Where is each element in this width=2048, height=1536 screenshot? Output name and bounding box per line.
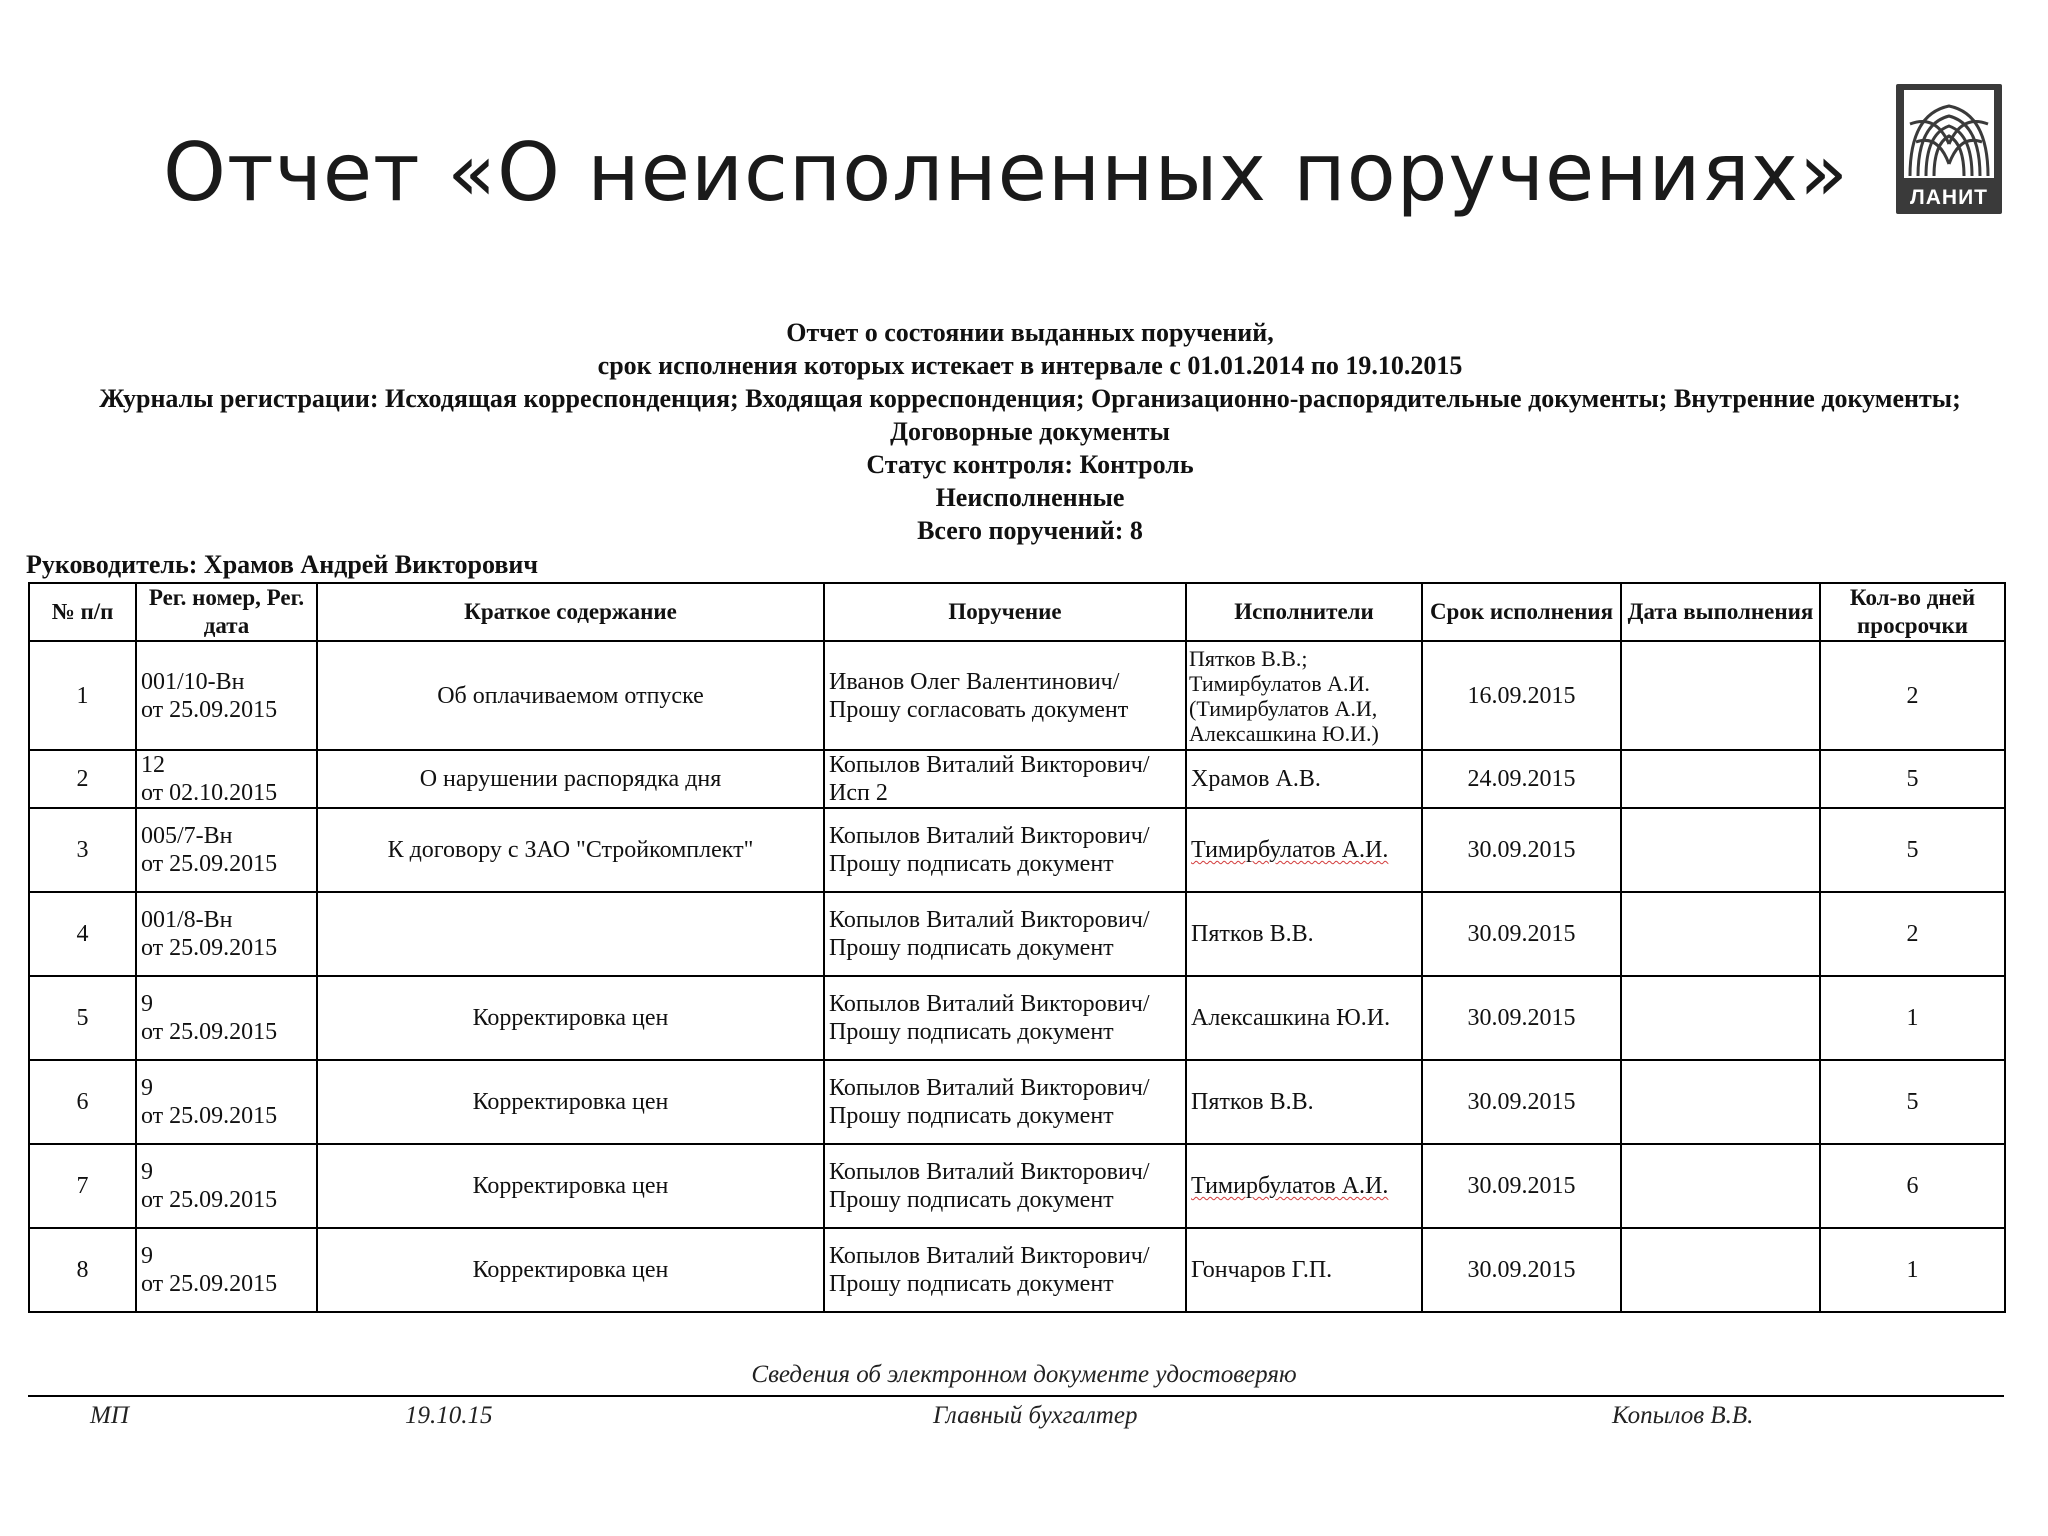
cell-task: Копылов Виталий Викторович/Прошу подписать документ [824, 1228, 1186, 1312]
cell-reg [136, 1060, 317, 1144]
report-header [60, 316, 2000, 547]
cell-summary: К договору с ЗАО "Стройкомплект" [317, 808, 824, 892]
cell-done [1621, 976, 1820, 1060]
reg-number: 9 [141, 1243, 153, 1269]
reg-number: 9 [141, 1075, 153, 1101]
col-header-reg: Рег. номер, Рег. дата [136, 583, 317, 641]
cell-num: 1 [29, 641, 136, 750]
orders-table [28, 582, 2006, 1313]
cell-overdue: 1 [1820, 1228, 2005, 1312]
report-total: Всего поручений: 8 [917, 516, 1143, 545]
executor-name: Тимирбулатов А.И. [1191, 837, 1389, 863]
cell-num: 4 [29, 892, 136, 976]
table-row [29, 750, 2005, 808]
cell-due: 30.09.2015 [1422, 892, 1621, 976]
col-header-due: Срок исполнения [1422, 583, 1621, 641]
table-header-row [29, 583, 2005, 641]
cell-overdue: 2 [1820, 641, 2005, 750]
cell-task: Копылов Виталий Викторович/Прошу подписать документ [824, 1060, 1186, 1144]
col-header-overdue: Кол-во дней просрочки [1820, 583, 2005, 641]
footer-signer: Копылов В.В. [1612, 1402, 1754, 1429]
col-header-done: Дата выполнения [1621, 583, 1820, 641]
footer-position: Главный бухгалтер [933, 1402, 1138, 1429]
cell-due: 30.09.2015 [1422, 1144, 1621, 1228]
logo-arches-icon [1896, 84, 2002, 184]
reg-number: 9 [141, 991, 153, 1017]
table-row [29, 1228, 2005, 1312]
table-row [29, 1060, 2005, 1144]
cell-reg [136, 750, 317, 808]
cell-overdue: 1 [1820, 976, 2005, 1060]
table-row [29, 808, 2005, 892]
cell-done [1621, 641, 1820, 750]
reg-date: от 25.09.2015 [141, 1187, 278, 1213]
footer-date: 19.10.15 [405, 1402, 493, 1429]
table-row [29, 976, 2005, 1060]
cell-task: Копылов Виталий Викторович/Прошу подписать документ [824, 808, 1186, 892]
cell-overdue: 5 [1820, 1060, 2005, 1144]
cell-num: 7 [29, 1144, 136, 1228]
cell-executors: Пятков В.В.; Тимирбулатов А.И. (Тимирбулатов А.И, Алексашкина Ю.И.) [1186, 641, 1422, 750]
cell-task: Копылов Виталий Викторович/Прошу подписать документ [824, 976, 1186, 1060]
cell-reg [136, 1144, 317, 1228]
report-control-status: Статус контроля: Контроль [866, 450, 1194, 479]
cell-due: 30.09.2015 [1422, 976, 1621, 1060]
cell-num: 6 [29, 1060, 136, 1144]
footer-stamp: МП [90, 1402, 129, 1429]
cell-num: 3 [29, 808, 136, 892]
cell-due: 30.09.2015 [1422, 1060, 1621, 1144]
cell-due: 30.09.2015 [1422, 1228, 1621, 1312]
cell-done [1621, 1060, 1820, 1144]
cell-executors [1186, 1144, 1422, 1228]
cell-executors: Пятков В.В. [1186, 892, 1422, 976]
report-manager: Руководитель: Храмов Андрей Викторович [26, 550, 539, 579]
cell-summary: О нарушении распорядка дня [317, 750, 824, 808]
reg-number: 005/7-Вн [141, 823, 233, 849]
reg-number: 001/10-Вн [141, 668, 245, 695]
cell-summary [317, 892, 824, 976]
executor-name: Тимирбулатов А.И. [1191, 1173, 1389, 1199]
cell-summary: Корректировка цен [317, 1144, 824, 1228]
reg-date: от 25.09.2015 [141, 1103, 278, 1129]
cell-overdue: 5 [1820, 808, 2005, 892]
cell-done [1621, 1228, 1820, 1312]
logo-label: ЛАНИТ [1910, 186, 1988, 209]
cell-due: 16.09.2015 [1422, 641, 1621, 750]
cell-summary: Корректировка цен [317, 1228, 824, 1312]
report-filter: Неисполненные [935, 483, 1125, 512]
cell-due: 30.09.2015 [1422, 808, 1621, 892]
cell-reg [136, 641, 317, 750]
col-header-summary: Краткое содержание [317, 583, 824, 641]
cell-executors: Храмов А.В. [1186, 750, 1422, 808]
cell-num: 8 [29, 1228, 136, 1312]
cell-reg [136, 808, 317, 892]
cell-executors: Гончаров Г.П. [1186, 1228, 1422, 1312]
footer-certification: Сведения об электронном документе удостоверяю [751, 1361, 1297, 1388]
cell-task: Копылов Виталий Викторович/Прошу подписать документ [824, 1144, 1186, 1228]
col-header-num: № п/п [29, 583, 136, 641]
reg-number: 12 [141, 752, 165, 778]
reg-number: 001/8-Вн [141, 907, 233, 933]
cell-done [1621, 1144, 1820, 1228]
table-row [29, 892, 2005, 976]
cell-done [1621, 892, 1820, 976]
cell-summary: Об оплачиваемом отпуске [317, 641, 824, 750]
table-row [29, 1144, 2005, 1228]
reg-number: 9 [141, 1159, 153, 1185]
cell-done [1621, 808, 1820, 892]
reg-date: от 25.09.2015 [141, 935, 278, 961]
col-header-executors: Исполнители [1186, 583, 1422, 641]
cell-reg [136, 1228, 317, 1312]
col-header-task: Поручение [824, 583, 1186, 641]
cell-overdue: 5 [1820, 750, 2005, 808]
reg-date: от 25.09.2015 [141, 851, 278, 877]
slide-title: Отчет «О неисполненных поручениях» [163, 126, 1849, 219]
cell-overdue: 6 [1820, 1144, 2005, 1228]
cell-task: Копылов Виталий Викторович/Прошу подписать документ [824, 892, 1186, 976]
cell-task: Копылов Виталий Викторович/Исп 2 [824, 750, 1186, 808]
reg-date: от 02.10.2015 [141, 780, 278, 806]
cell-summary: Корректировка цен [317, 1060, 824, 1144]
cell-overdue: 2 [1820, 892, 2005, 976]
cell-executors [1186, 808, 1422, 892]
cell-task: Иванов Олег Валентинович/Прошу согласовать документ [824, 641, 1186, 750]
report-period: срок исполнения которых истекает в интервале с 01.01.2014 по 19.10.2015 [597, 351, 1463, 380]
report-title: Отчет о состоянии выданных поручений, [786, 318, 1274, 347]
cell-due: 24.09.2015 [1422, 750, 1621, 808]
reg-date: от 25.09.2015 [141, 1271, 278, 1297]
cell-done [1621, 750, 1820, 808]
report-journals: Журналы регистрации: Исходящая корреспонденция; Входящая корреспонденция; Организационно-распорядительные документы; Внутренние документы; Договорные документы [99, 384, 1961, 446]
footer-divider [28, 1395, 2004, 1397]
table-row [29, 641, 2005, 750]
cell-num: 5 [29, 976, 136, 1060]
cell-reg [136, 892, 317, 976]
cell-num: 2 [29, 750, 136, 808]
lanit-logo [1896, 84, 2002, 214]
cell-summary: Корректировка цен [317, 976, 824, 1060]
cell-reg [136, 976, 317, 1060]
cell-executors: Пятков В.В. [1186, 1060, 1422, 1144]
reg-date: от 25.09.2015 [141, 1019, 278, 1045]
cell-executors: Алексашкина Ю.И. [1186, 976, 1422, 1060]
reg-date: от 25.09.2015 [141, 696, 278, 723]
